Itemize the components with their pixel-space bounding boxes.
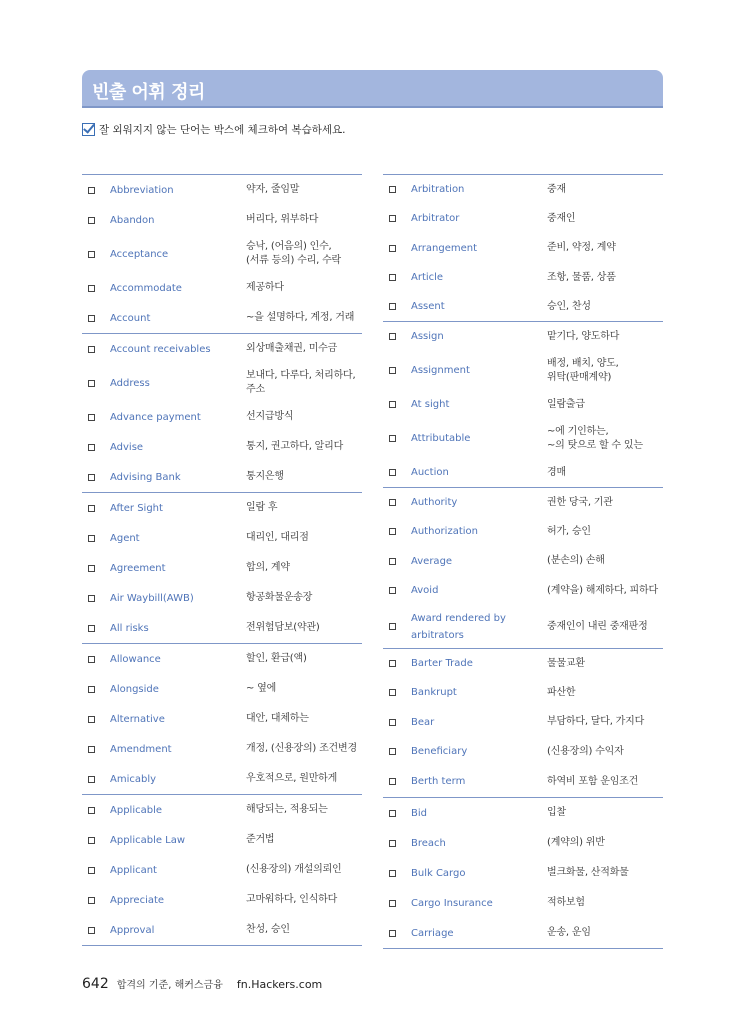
review-checkbox[interactable]: [88, 505, 95, 512]
review-checkbox[interactable]: [389, 401, 396, 408]
vocab-group: [82, 174, 362, 333]
vocab-row: [82, 704, 362, 734]
vocab-group: [82, 333, 362, 492]
vocab-meaning: 보내다, 다루다, 처리하다, 주소: [246, 370, 356, 395]
vocab-row: [82, 764, 362, 794]
instruction-line: [82, 121, 346, 137]
vocab-meaning: 항공화물운송장: [246, 592, 313, 603]
vocab-meaning: 일람 후: [246, 502, 278, 513]
review-checkbox[interactable]: [88, 474, 95, 481]
review-checkbox[interactable]: [389, 870, 396, 877]
vocab-term: Avoid: [411, 585, 439, 596]
vocab-row: [383, 351, 663, 390]
review-checkbox[interactable]: [88, 656, 95, 663]
vocab-term: Authority: [411, 497, 458, 508]
vocab-term: Account receivables: [110, 343, 211, 355]
vocab-group: [383, 321, 663, 487]
vocab-meaning: 경매: [547, 466, 566, 478]
vocab-group: [383, 797, 663, 949]
review-checkbox[interactable]: [88, 187, 95, 194]
review-checkbox[interactable]: [389, 303, 396, 310]
vocab-row: [383, 737, 663, 766]
vocab-row: [383, 918, 663, 948]
vocab-row: [383, 605, 663, 648]
vocab-term: Authorization: [411, 526, 478, 537]
vocab-term: Address: [110, 377, 150, 389]
vocab-group: [82, 492, 362, 643]
vocab-meaning: 찬성, 승인: [246, 924, 290, 935]
vocab-meaning: 일람출급: [547, 398, 585, 410]
vocab-meaning: 대리인, 대리점: [246, 532, 309, 543]
vocab-group: [383, 174, 663, 321]
review-checkbox[interactable]: [88, 716, 95, 723]
review-checkbox[interactable]: [88, 837, 95, 844]
vocab-group: [82, 643, 362, 794]
review-checkbox[interactable]: [88, 867, 95, 874]
review-checkbox[interactable]: [389, 215, 396, 222]
review-checkbox[interactable]: [88, 535, 95, 542]
vocab-term: Article: [411, 272, 444, 283]
vocab-row: [82, 613, 362, 643]
vocab-term: After Sight: [110, 502, 163, 514]
vocab-meaning: 하역비 포함 운임조건: [547, 775, 639, 787]
vocab-term: Arbitrator: [411, 213, 460, 224]
vocab-meaning: 선지급방식: [246, 411, 294, 422]
review-checkbox[interactable]: [389, 469, 396, 476]
vocab-meaning: 벌크화물, 산적화물: [547, 867, 629, 878]
vocab-row: [82, 795, 362, 825]
review-checkbox[interactable]: [88, 217, 95, 224]
vocab-term: Assign: [411, 331, 444, 342]
vocab-meaning: ~에 기인하는, ~의 탓으로 할 수 있는: [547, 425, 643, 451]
vocab-term: Berth term: [411, 776, 466, 787]
vocab-row: [383, 322, 663, 351]
vocab-term: Alongside: [110, 683, 159, 695]
vocab-meaning: 버리다, 위부하다: [246, 214, 319, 225]
vocab-meaning: 해당되는, 적용되는: [246, 804, 328, 815]
review-checkbox[interactable]: [88, 346, 95, 353]
vocab-term: Beneficiary: [411, 746, 468, 757]
vocab-meaning: 운송, 운임: [547, 927, 591, 938]
review-checkbox[interactable]: [389, 186, 396, 193]
vocab-row: [383, 678, 663, 707]
vocab-meaning: 적하보험: [547, 897, 585, 908]
vocab-row: [82, 303, 362, 333]
vocab-meaning: 승인, 찬성: [547, 300, 591, 312]
vocab-row: [82, 205, 362, 235]
vocab-meaning: 약자, 줄임말: [246, 184, 300, 195]
vocab-row: [383, 419, 663, 458]
vocab-term: Amicably: [110, 773, 157, 785]
vocab-meaning: 중재인: [547, 212, 576, 224]
vocab-row: [383, 766, 663, 797]
vocab-row: [82, 553, 362, 583]
vocab-row: [82, 402, 362, 432]
vocab-meaning: (신용장의) 수익자: [547, 745, 624, 757]
vocab-term: Agreement: [110, 562, 166, 574]
vocab-term: Applicable Law: [110, 834, 186, 846]
vocab-term: Breach: [411, 837, 446, 849]
vocab-row: [383, 263, 663, 292]
vocab-meaning: (계약을) 해제하다, 피하다: [547, 584, 658, 596]
vocab-row: [82, 644, 362, 674]
vocab-term: Attributable: [411, 433, 471, 444]
vocab-row: [383, 798, 663, 828]
vocab-meaning: 준거법: [246, 834, 275, 845]
vocab-group: [383, 648, 663, 797]
review-checkbox[interactable]: [88, 897, 95, 904]
vocab-term: Acceptance: [110, 248, 169, 260]
vocab-meaning: 배정, 배치, 양도, 위탁(판매계약): [547, 357, 619, 383]
review-checkbox[interactable]: [88, 807, 95, 814]
vocab-term: At sight: [411, 399, 450, 410]
review-checkbox[interactable]: [389, 778, 396, 785]
vocab-meaning: 물물교환: [547, 657, 585, 669]
vocab-term: Arrangement: [411, 242, 478, 254]
vocab-term: Agent: [110, 532, 140, 544]
review-checkbox[interactable]: [389, 333, 396, 340]
vocab-row: [82, 674, 362, 704]
vocab-meaning: ~ 옆에: [246, 683, 277, 694]
vocab-term: Assent: [411, 301, 445, 312]
vocab-row: [82, 364, 362, 402]
review-checkbox[interactable]: [88, 927, 95, 934]
vocab-meaning: 대안, 대체하는: [246, 713, 309, 724]
vocab-term: Abbreviation: [110, 184, 174, 196]
vocab-row: [82, 734, 362, 764]
review-checkbox[interactable]: [389, 719, 396, 726]
vocab-row: [82, 583, 362, 613]
section-header: [82, 70, 663, 108]
vocab-row: [82, 523, 362, 553]
vocab-term: Allowance: [110, 653, 161, 665]
book-title: 합격의 기준, 해커스금융: [116, 980, 223, 991]
vocab-meaning: (분손의) 손해: [547, 555, 605, 566]
review-checkbox[interactable]: [88, 251, 95, 258]
vocab-meaning: 맡기다, 양도하다: [547, 330, 620, 342]
vocab-meaning: 합의, 계약: [246, 562, 290, 573]
vocab-term: Account: [110, 312, 151, 324]
review-checkbox[interactable]: [88, 746, 95, 753]
review-checkbox[interactable]: [389, 930, 396, 937]
review-checkbox[interactable]: [88, 625, 95, 632]
vocab-term: Assignment: [411, 365, 470, 376]
review-checkbox[interactable]: [389, 900, 396, 907]
vocab-term: Bear: [411, 716, 435, 728]
vocab-meaning: 중재인이 내린 중재판정: [547, 620, 648, 632]
vocab-meaning: 제공하다: [246, 282, 284, 293]
vocab-row: [82, 273, 362, 303]
vocab-meaning: 준비, 약정, 계약: [547, 242, 616, 253]
vocab-meaning: 부담하다, 달다, 가지다: [547, 716, 645, 727]
vocab-term: Average: [411, 555, 453, 567]
review-checkbox[interactable]: [88, 595, 95, 602]
vocab-meaning: ~을 설명하다, 계정, 거래: [246, 312, 355, 323]
checkbox-checked-icon: [82, 123, 95, 136]
vocab-row: [82, 334, 362, 364]
vocab-term: Approval: [110, 924, 155, 936]
vocab-meaning: 허가, 승인: [547, 525, 591, 537]
vocab-term: Accommodate: [110, 282, 182, 294]
vocab-term: Cargo Insurance: [411, 897, 493, 909]
vocab-term: Applicable: [110, 804, 162, 816]
vocab-term: Applicant: [110, 864, 157, 876]
vocab-row: [82, 235, 362, 273]
vocab-term: Advance payment: [110, 411, 201, 423]
vocab-term: Appreciate: [110, 894, 165, 906]
vocab-row: [82, 493, 362, 523]
vocab-meaning: 고마워하다, 인식하다: [246, 894, 338, 905]
review-checkbox[interactable]: [88, 315, 95, 322]
vocab-row: [82, 885, 362, 915]
review-checkbox[interactable]: [389, 748, 396, 755]
vocab-row: [82, 175, 362, 205]
vocab-row: [82, 855, 362, 885]
review-checkbox[interactable]: [88, 444, 95, 451]
vocab-meaning: 권한 당국, 기관: [547, 496, 613, 508]
vocab-meaning: 통지, 권고하다, 알리다: [246, 441, 344, 452]
review-checkbox[interactable]: [88, 380, 95, 387]
vocab-column-right: [383, 174, 663, 949]
vocab-term: Alternative: [110, 713, 165, 725]
review-checkbox[interactable]: [389, 367, 396, 374]
vocab-row: [383, 204, 663, 233]
instruction-text: 잘 외워지지 않는 단어는 박스에 체크하여 복습하세요.: [99, 123, 346, 136]
vocab-term: Advising Bank: [110, 471, 181, 483]
review-checkbox[interactable]: [389, 587, 396, 594]
vocab-meaning: (신용장의) 개설의뢰인: [246, 864, 342, 875]
vocab-row: [82, 462, 362, 492]
vocab-term: Bulk Cargo: [411, 867, 466, 879]
vocab-meaning: 개정, (신용장의) 조건변경: [246, 743, 357, 754]
vocab-term: All risks: [110, 622, 149, 634]
vocab-row: [383, 517, 663, 546]
vocab-meaning: 전위험담보(약관): [246, 622, 320, 633]
review-checkbox[interactable]: [389, 274, 396, 281]
vocab-term: Abandon: [110, 214, 155, 226]
review-checkbox[interactable]: [389, 245, 396, 252]
vocab-row: [383, 458, 663, 487]
vocab-row: [383, 546, 663, 576]
vocab-group: [383, 487, 663, 648]
vocab-row: [383, 488, 663, 517]
review-checkbox[interactable]: [389, 528, 396, 535]
review-checkbox[interactable]: [389, 660, 396, 667]
vocab-term: Award rendered by arbitrators: [411, 612, 506, 641]
review-checkbox[interactable]: [88, 686, 95, 693]
review-checkbox[interactable]: [389, 810, 396, 817]
vocab-row: [383, 175, 663, 204]
vocab-group: [82, 794, 362, 946]
vocab-row: [383, 576, 663, 605]
vocab-row: [383, 649, 663, 678]
vocab-term: Carriage: [411, 927, 454, 939]
vocab-row: [383, 233, 663, 263]
vocab-row: [383, 888, 663, 918]
vocab-column-left: [82, 174, 362, 946]
vocab-row: [82, 825, 362, 855]
review-checkbox[interactable]: [389, 689, 396, 696]
vocab-meaning: 파산한: [547, 686, 576, 698]
vocab-term: Arbitration: [411, 184, 465, 195]
review-checkbox[interactable]: [389, 558, 396, 565]
vocab-row: [82, 432, 362, 462]
vocab-row: [383, 858, 663, 888]
vocab-meaning: 입찰: [547, 807, 566, 818]
page-number: 642: [82, 976, 109, 992]
vocab-meaning: 우호적으로, 원만하게: [246, 773, 338, 784]
review-checkbox[interactable]: [88, 776, 95, 783]
vocab-term: Air Waybill(AWB): [110, 592, 194, 604]
vocab-term: Bankrupt: [411, 687, 457, 698]
page-footer: [82, 976, 322, 994]
vocab-term: Amendment: [110, 743, 172, 755]
review-checkbox[interactable]: [88, 565, 95, 572]
vocab-term: Advise: [110, 441, 144, 453]
vocab-meaning: 통지은행: [246, 471, 284, 482]
review-checkbox[interactable]: [389, 499, 396, 506]
vocab-row: [82, 915, 362, 945]
vocab-meaning: 중재: [547, 183, 566, 195]
review-checkbox[interactable]: [389, 840, 396, 847]
vocab-term: Bid: [411, 807, 427, 819]
vocab-meaning: 승낙, (어음의) 인수, (서류 등의) 수리, 수락: [246, 241, 341, 266]
vocab-row: [383, 292, 663, 321]
review-checkbox[interactable]: [88, 285, 95, 292]
vocab-meaning: 외상매출채권, 미수금: [246, 343, 338, 354]
vocab-term: Auction: [411, 467, 449, 478]
vocab-term: Barter Trade: [411, 658, 473, 669]
vocab-meaning: 조항, 물품, 상품: [547, 271, 616, 283]
vocab-row: [383, 828, 663, 858]
site-url[interactable]: fn.Hackers.com: [236, 978, 323, 991]
vocab-row: [383, 390, 663, 419]
review-checkbox[interactable]: [389, 435, 396, 442]
review-checkbox[interactable]: [389, 623, 396, 630]
review-checkbox[interactable]: [88, 414, 95, 421]
vocab-row: [383, 707, 663, 737]
vocab-meaning: 할인, 환급(액): [246, 653, 307, 664]
vocab-meaning: (계약의) 위반: [547, 837, 605, 848]
section-title: 빈출 어휘 정리: [92, 82, 205, 103]
